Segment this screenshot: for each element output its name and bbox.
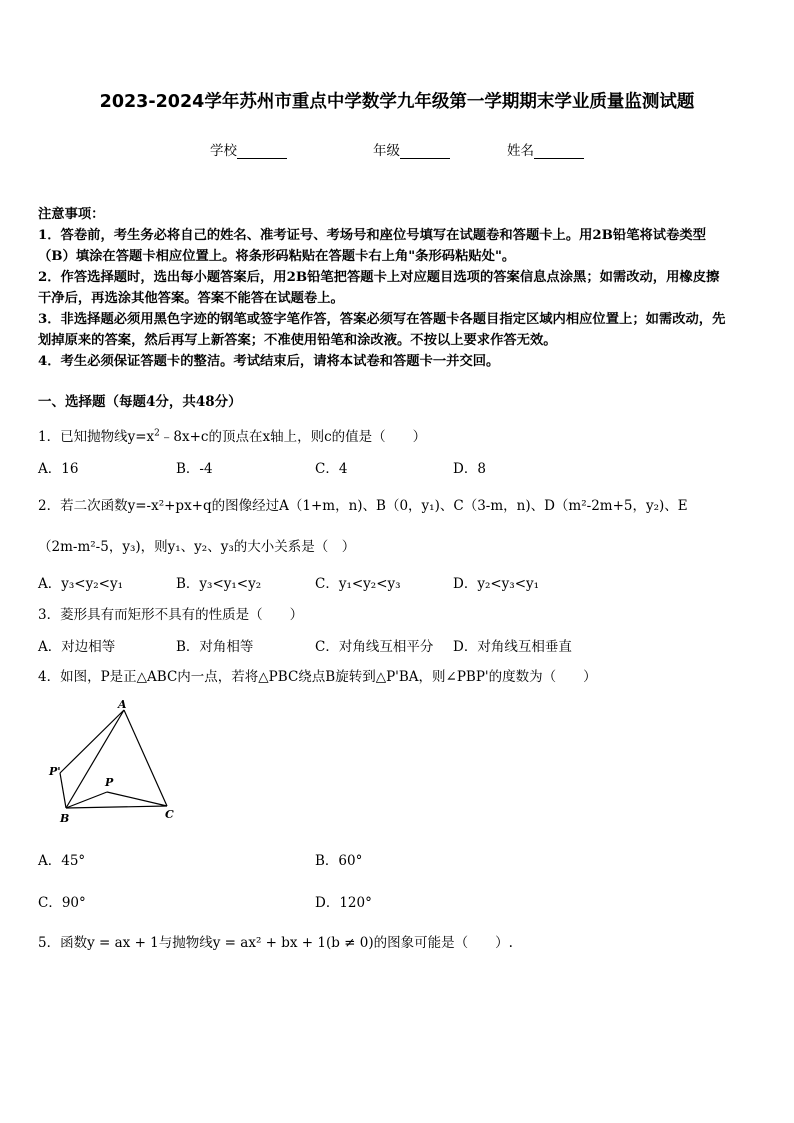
q3-option-d[interactable]: D．对角线互相垂直 bbox=[453, 639, 572, 655]
school-blank[interactable] bbox=[237, 144, 287, 159]
q4-option-a[interactable]: A．45° bbox=[38, 853, 86, 869]
segment-P-prime-B bbox=[60, 773, 66, 808]
note-line: 2．作答选择题时，选出每小题答案后，用2B铅笔把答题卡上对应题目选项的答案信息点涂黑；如需改动，用橡皮擦 bbox=[38, 270, 720, 285]
q3-option-c[interactable]: C．对角线互相平分 bbox=[315, 639, 434, 655]
question-1-stem bbox=[38, 425, 426, 445]
q3-option-a[interactable]: A．对边相等 bbox=[38, 639, 116, 655]
q1-sup: 2 bbox=[154, 428, 160, 439]
note-line: （B）填涂在答题卡相应位置上。将条形码粘贴在答题卡右上角"条形码粘贴处"。 bbox=[38, 249, 516, 264]
q4-option-b[interactable]: B．60° bbox=[315, 853, 363, 869]
q1-option-d[interactable]: D．8 bbox=[453, 461, 486, 477]
q1-option-b[interactable]: B．-4 bbox=[176, 461, 213, 477]
segment-BC bbox=[66, 806, 167, 808]
q1-option-a[interactable]: A．16 bbox=[38, 461, 79, 477]
question-3-stem: 3．菱形具有而矩形不具有的性质是（ ） bbox=[38, 607, 304, 623]
segment-PC bbox=[107, 792, 167, 806]
note-line: 1．答卷前，考生务必将自己的姓名、准考证号、考场号和座位号填写在试题卷和答题卡上。用2B铅笔将试卷类型 bbox=[38, 228, 706, 243]
q4-option-c[interactable]: C．90° bbox=[38, 895, 86, 911]
name-blank[interactable] bbox=[534, 144, 584, 159]
note-line: 3．非选择题必须用黑色字迹的钢笔或签字笔作答，答案必须写在答题卡各题目指定区域内相应位置上；如需改动，先 bbox=[38, 312, 726, 327]
school-field[interactable] bbox=[210, 139, 287, 159]
q2-option-a[interactable]: A．y₃<y₂<y₁ bbox=[38, 576, 123, 592]
label-A: A bbox=[118, 698, 127, 711]
q2-option-c[interactable]: C．y₁<y₂<y₃ bbox=[315, 576, 401, 592]
q2-option-b[interactable]: B．y₃<y₁<y₂ bbox=[176, 576, 262, 592]
label-P-prime: P' bbox=[49, 765, 61, 778]
section-heading: 一、选择题（每题4分，共48分） bbox=[38, 394, 242, 410]
notes-heading: 注意事项： bbox=[38, 207, 105, 222]
question-5-stem: 5．函数y = ax + 1与抛物线y = ax² + bx + 1(b ≠ 0)的图象可能是（ ）. bbox=[38, 935, 513, 951]
label-P: P bbox=[105, 776, 114, 789]
q1-stem-b: ﹣8x+c的顶点在x轴上，则c的值是（ ） bbox=[159, 429, 427, 445]
q1-option-c[interactable]: C．4 bbox=[315, 461, 348, 477]
grade-label: 年级 bbox=[373, 143, 400, 159]
label-B: B bbox=[60, 812, 70, 825]
q3-option-b[interactable]: B．对角相等 bbox=[176, 639, 254, 655]
note-line: 干净后，再选涂其他答案。答案不能答在试题卷上。 bbox=[38, 291, 344, 306]
grade-blank[interactable] bbox=[400, 144, 450, 159]
note-line: 4．考生必须保证答题卡的整洁。考试结束后，请将本试卷和答题卡一并交回。 bbox=[38, 354, 500, 369]
note-line: 划掉原来的答案，然后再写上新答案；不准使用铅笔和涂改液。不按以上要求作答无效。 bbox=[38, 333, 557, 348]
triangle-figure bbox=[40, 695, 200, 825]
question-4-stem: 4．如图，P是正△ABC内一点，若将△PBC绕点B旋转到△P'BA，则∠PBP'的度数为（ ） bbox=[38, 669, 597, 685]
page-title: 2023-2024学年苏州市重点中学数学九年级第一学期期末学业质量监测试题 bbox=[99, 92, 695, 112]
label-C: C bbox=[165, 808, 174, 821]
grade-field[interactable] bbox=[373, 139, 450, 159]
segment-BP bbox=[66, 792, 107, 808]
segment-AC bbox=[124, 710, 167, 806]
q4-option-d[interactable]: D．120° bbox=[315, 895, 372, 911]
name-label: 姓名 bbox=[507, 143, 534, 159]
question-2-line1: 2．若二次函数y=-x²+px+q的图像经过A（1+m，n)、B（0，y₁)、C（3-m，n)、D（m²-2m+5，y₂)、E bbox=[38, 498, 688, 514]
q1-stem-a: 1．已知抛物线y=x bbox=[38, 429, 155, 445]
question-2-line2: （2m-m²-5，y₃)，则y₁、y₂、y₃的大小关系是（ ） bbox=[38, 539, 356, 555]
name-field[interactable] bbox=[507, 139, 584, 159]
school-label: 学校 bbox=[210, 143, 237, 159]
q2-option-d[interactable]: D．y₂<y₃<y₁ bbox=[453, 576, 540, 592]
